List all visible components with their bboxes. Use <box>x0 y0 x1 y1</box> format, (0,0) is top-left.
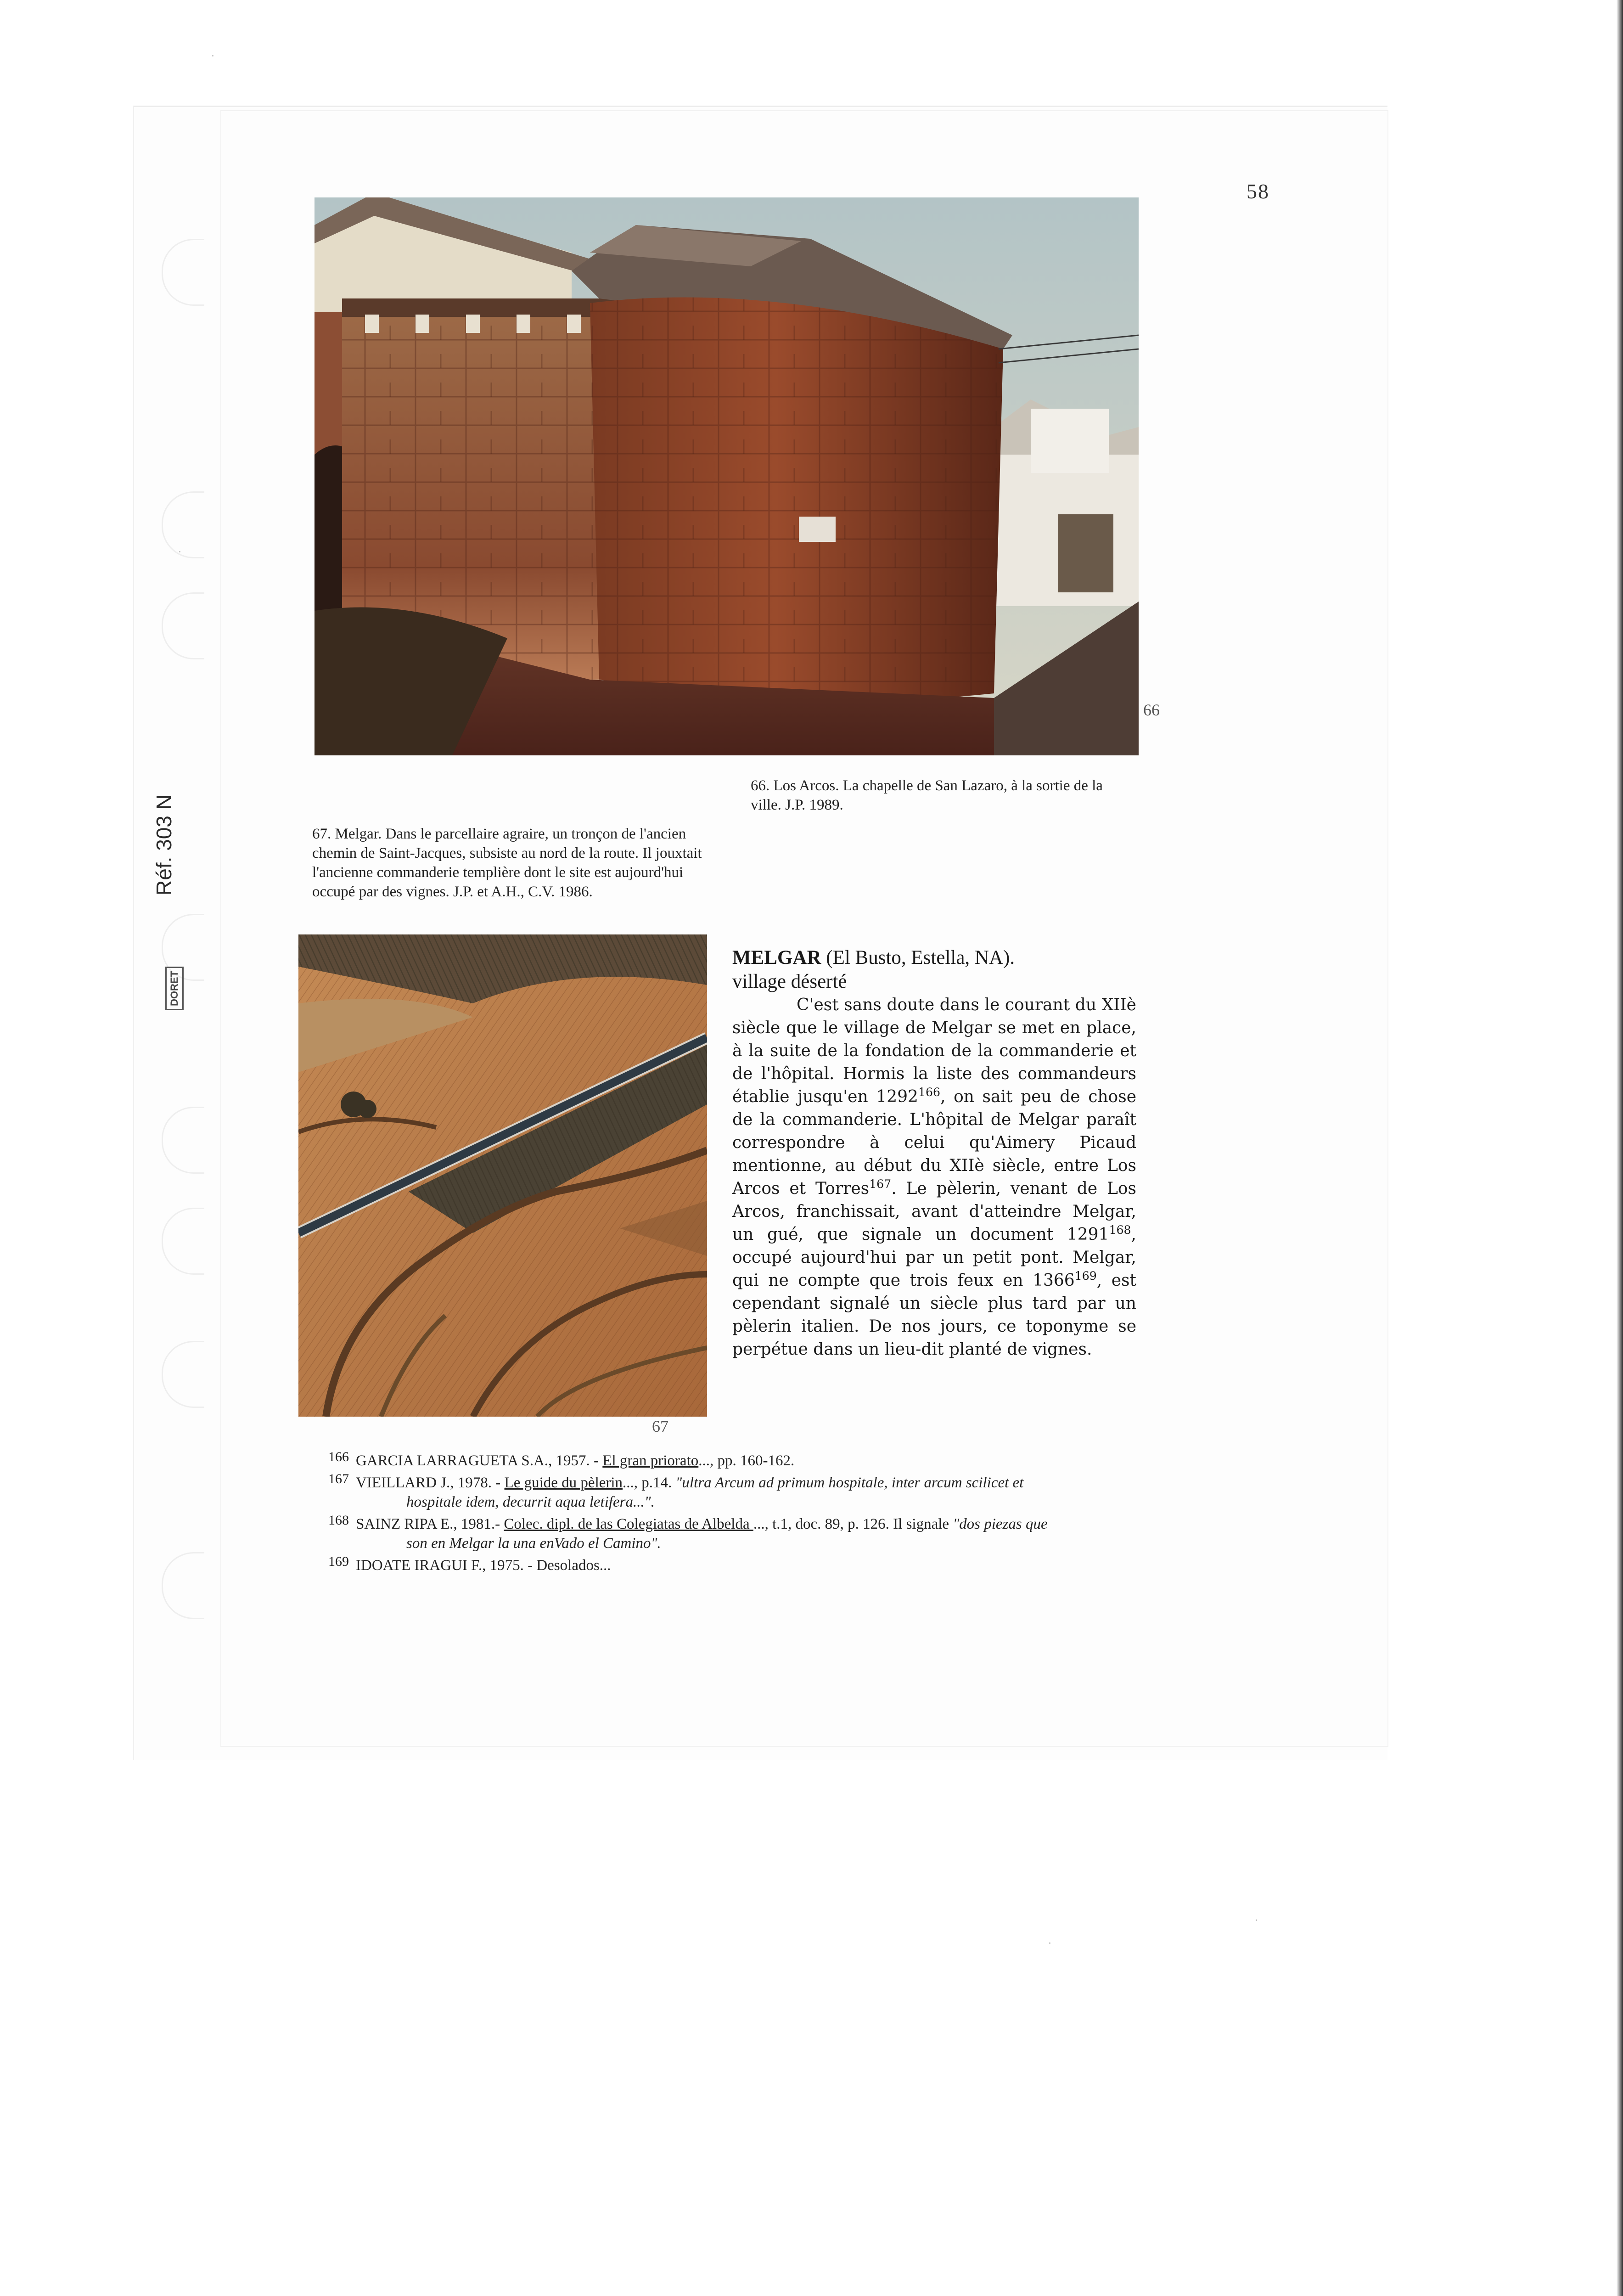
body-text: , occupé aujourd'hui par un petit pont. Melgar, qui ne compte que trois feux en 1366 <box>732 1225 1136 1290</box>
footnote-ref-168: 168 <box>1109 1223 1131 1237</box>
footnote-pages: ..., p.14. <box>623 1474 676 1491</box>
footnote-title: El gran priorato <box>602 1452 699 1469</box>
article-subtitle: village déserté <box>732 971 847 992</box>
caption-figure-66: 66. Los Arcos. La chapelle de San Lazaro, à la sortie de la ville. J.P. 1989. <box>751 777 1103 813</box>
footnotes <box>328 1451 1164 1578</box>
photo-chapel <box>314 197 1139 755</box>
footnote-quote: "ultra Arcum ad primum hospitale, inter arcum scilicet et <box>675 1474 1024 1491</box>
footnote-quote: "dos piezas que <box>953 1516 1048 1532</box>
footnote-title: Colec. dipl. de las Colegiatas de Albelda <box>504 1516 753 1532</box>
footnote-title: Le guide du pèlerin <box>504 1474 623 1491</box>
heading-place-name: MELGAR <box>732 947 821 968</box>
body-text: , est cependant signalé un siècle plus tard par un pèlerin italien. De nos jours, ce toponyme se perpétue dans un lieu-dit planté de vignes. <box>732 1271 1136 1359</box>
footnote-167 <box>328 1473 1164 1512</box>
footnote-author: VIEILLARD J., 1978. - <box>356 1474 505 1491</box>
footnote-pages: ..., pp. 160-162. <box>698 1452 795 1469</box>
photo-aerial-fields <box>298 934 707 1417</box>
heading-location: (El Busto, Estella, NA). <box>821 947 1015 968</box>
footnote-quote-continued: hospitale idem, decurrit aqua letifera...". <box>406 1494 655 1510</box>
footnote-text: IDOATE IRAGUI F., 1975. - Desolados... <box>356 1557 611 1574</box>
article-melgar <box>732 946 1136 1361</box>
footnote-168 <box>328 1514 1164 1553</box>
caption-figure-67: 67. Melgar. Dans le parcellaire agraire, un tronçon de l'ancien chemin de Saint-Jacques, subsiste au nord de la route. Il jouxtait l'ancienne commanderie templière dont le site est aujourd'hui occupé par des vignes. J.P. et A.H., C.V. 1986. <box>312 826 702 900</box>
footnote-author: SAINZ RIPA E., 1981.- <box>356 1516 504 1532</box>
footnote-number: 168 <box>328 1513 349 1528</box>
footnote-quote-continued: son en Melgar la una enVado el Camino". <box>406 1535 661 1552</box>
margin-reference: Réf. 303 N <box>152 794 176 895</box>
figure-number-67: 67 <box>652 1417 668 1435</box>
footnote-ref-167: 167 <box>869 1177 892 1191</box>
article-heading <box>732 946 1136 970</box>
footnote-number: 169 <box>328 1554 349 1569</box>
footnote-number: 167 <box>328 1471 349 1486</box>
body-text: C'est sans doute dans le courant du XIIè siècle que le village de Melgar se met en place, à la suite de la fondation de la commanderie et de l'hôpital. Hormis la liste des commandeurs établie jusqu'en 1292 <box>732 996 1136 1106</box>
footnote-ref-166: 166 <box>918 1086 940 1099</box>
footnote-166 <box>328 1451 1164 1470</box>
footnote-169 <box>328 1556 1164 1575</box>
footnote-pages: ..., t.1, doc. 89, p. 126. Il signale <box>753 1516 953 1532</box>
scan-edge <box>1617 0 1623 2296</box>
figure-number-66: 66 <box>1143 701 1160 719</box>
body-text: . Le pèlerin, venant de Los Arcos, franchissait, avant d'atteindre Melgar, un gué, que signale un document 1291 <box>732 1179 1137 1244</box>
page-number: 58 <box>1247 180 1269 203</box>
footnote-ref-169: 169 <box>1074 1269 1097 1283</box>
footnote-author: GARCIA LARRAGUETA S.A., 1957. - <box>356 1452 603 1469</box>
doret-stamp: DORET <box>165 967 184 1010</box>
body-text: , on sait peu de chose de la commanderie. L'hôpital de Melgar paraît correspondre à celui qu'Aimery Picaud mentionne, au début du XIIè siècle, entre Los Arcos et Torres <box>732 1087 1137 1198</box>
footnote-number: 166 <box>328 1449 349 1464</box>
article-body <box>732 994 1136 1361</box>
